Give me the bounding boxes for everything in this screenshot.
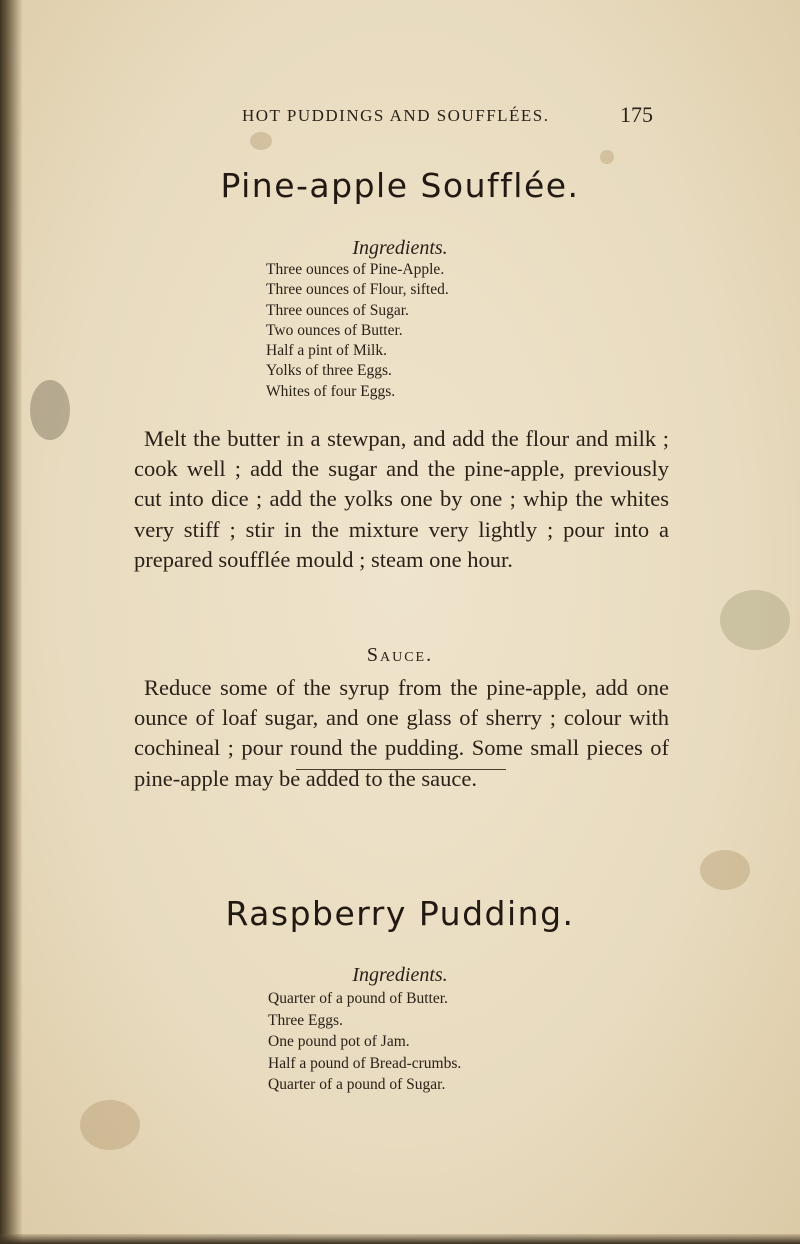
foxing-spot [80, 1100, 140, 1150]
sauce-heading: Sauce. [366, 644, 434, 666]
foxing-spot [600, 150, 614, 164]
page-bottom-edge [0, 1234, 800, 1244]
ingredient-item: Quarter of a pound of Sugar. [268, 1076, 446, 1093]
foxing-spot [250, 132, 272, 150]
ingredient-item: Quarter of a pound of Butter. [268, 990, 448, 1007]
page-number: 175 [620, 102, 653, 127]
recipe-title-raspberry-pudding: Raspberry Pudding. [225, 894, 575, 933]
ingredient-item: One pound pot of Jam. [268, 1033, 410, 1050]
ingredient-item: Half a pint of Milk. [266, 342, 387, 360]
ingredients-heading: Ingredients. [352, 964, 448, 986]
sauce-paragraph: Reduce some of the syrup from the pine-apple, add one ounce of loaf sugar, and one glass of sherry ; colour with cochineal ; pour round the pudding. Some small pieces of pine-apple may be added to the sauce. [134, 675, 669, 791]
method-paragraph: Melt the butter in a stewpan, and add the flour and milk ; cook well ; add the sugar and the pine-apple, previously cut into dice ; add the yolks one by one ; whip the whites very stiff ; stir in the mixture very lightly ; pour into a prepared soufflée mould ; steam one hour. [134, 426, 669, 572]
ingredients-heading: Ingredients. [352, 237, 448, 259]
foxing-spot [700, 850, 750, 890]
running-head-title: HOT PUDDINGS AND SOUFFLÉES. [242, 106, 550, 125]
ingredients-list [268, 988, 461, 1096]
section-divider [296, 769, 506, 770]
ingredient-item: Three ounces of Flour, sifted. [266, 281, 449, 299]
foxing-spot [720, 590, 790, 650]
ingredient-item: Three Eggs. [268, 1011, 343, 1029]
ingredient-item: Three ounces of Pine-Apple. [266, 261, 445, 278]
ingredients-list [266, 260, 449, 402]
ingredient-item: Yolks of three Eggs. [266, 362, 392, 380]
running-head [0, 102, 800, 132]
ingredient-item: Whites of four Eggs. [266, 382, 396, 400]
ingredient-item: Half a pound of Bread-crumbs. [268, 1054, 462, 1072]
recipe-title-pineapple-souffle: Pine-apple Soufflée. [220, 166, 580, 205]
ingredient-item: Three ounces of Sugar. [266, 301, 409, 319]
foxing-spot [30, 380, 70, 440]
ingredient-item: Two ounces of Butter. [266, 321, 403, 339]
